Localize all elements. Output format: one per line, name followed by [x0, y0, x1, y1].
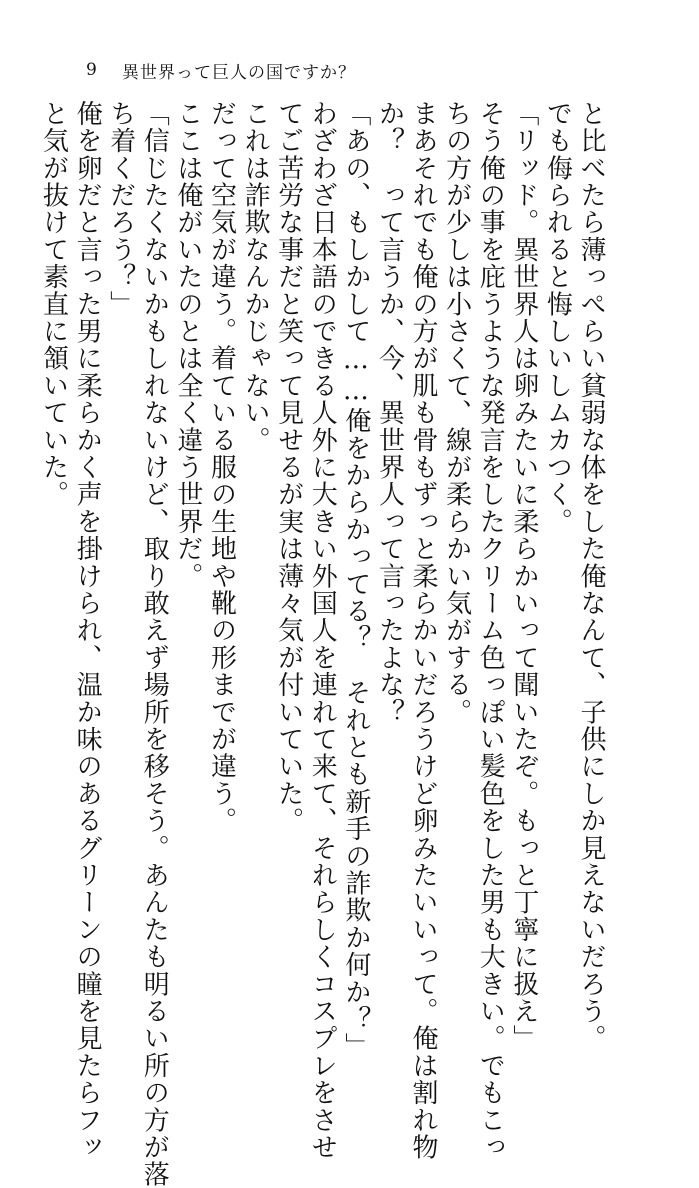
text-line: わざわざ日本語のできる人外に大きい外国人を連れて来て、それらしくコスプレをさせ: [307, 100, 338, 1161]
text-line: そう俺の事を庇うような発言をしたクリーム色っぽい髪色をした男も大きい。でもこっ: [475, 100, 506, 1161]
text-line: てご苦労な事だと笑って見せるが実は薄々気が付いていた。: [273, 100, 304, 835]
text-line: まあそれでも俺の方が肌も骨もずっと柔らかいだろうけど卵みたいいって。俺は割れ物: [408, 100, 439, 1161]
running-header: [86, 58, 356, 82]
text-line: ち着くだろう？」: [105, 100, 136, 318]
text-line: と気が抜けて素直に頷いていた。: [38, 100, 69, 508]
text-line: 俺を卵だと言った男に柔らかく声を掛けられ、温か味のあるグリーンの瞳を見たらフッ: [72, 100, 103, 1161]
text-line: ここは俺がいたのとは全く違う世界だ。: [172, 100, 203, 590]
text-line: これは詐欺なんかじゃない。: [240, 100, 271, 454]
vertical-body-text: [38, 100, 607, 1188]
text-line: と比べたら薄っぺらい貧弱な体をした俺なんて、子供にしか見えないだろう。: [576, 100, 606, 1052]
text-line: 「信じたくないかもしれないけど、取り敢えず場所を移そう。あんたも明るい所の方が落: [139, 100, 170, 1188]
text-line: か？ って言うか、今、異世界人って言ったよな？: [374, 100, 405, 726]
text-line: 「リッド。異世界人は卵みたいに柔らかいって聞いたぞ。もっと丁寧に扱え」: [508, 100, 539, 1052]
text-line: でも侮られると悔しいしムカつく。: [542, 100, 573, 536]
page-number: 9: [86, 60, 97, 80]
text-line: 「あの、もしかして……俺をからかってる？ それとも新手の詐欺か何か？」: [340, 100, 371, 1060]
running-title: 異世界って巨人の国ですか？: [122, 62, 356, 83]
text-line: だって空気が違う。着ている服の生地や靴の形までが違う。: [206, 100, 237, 835]
text-line: ちの方が少しは小さくて、線が柔らかい気がする。: [441, 100, 472, 726]
